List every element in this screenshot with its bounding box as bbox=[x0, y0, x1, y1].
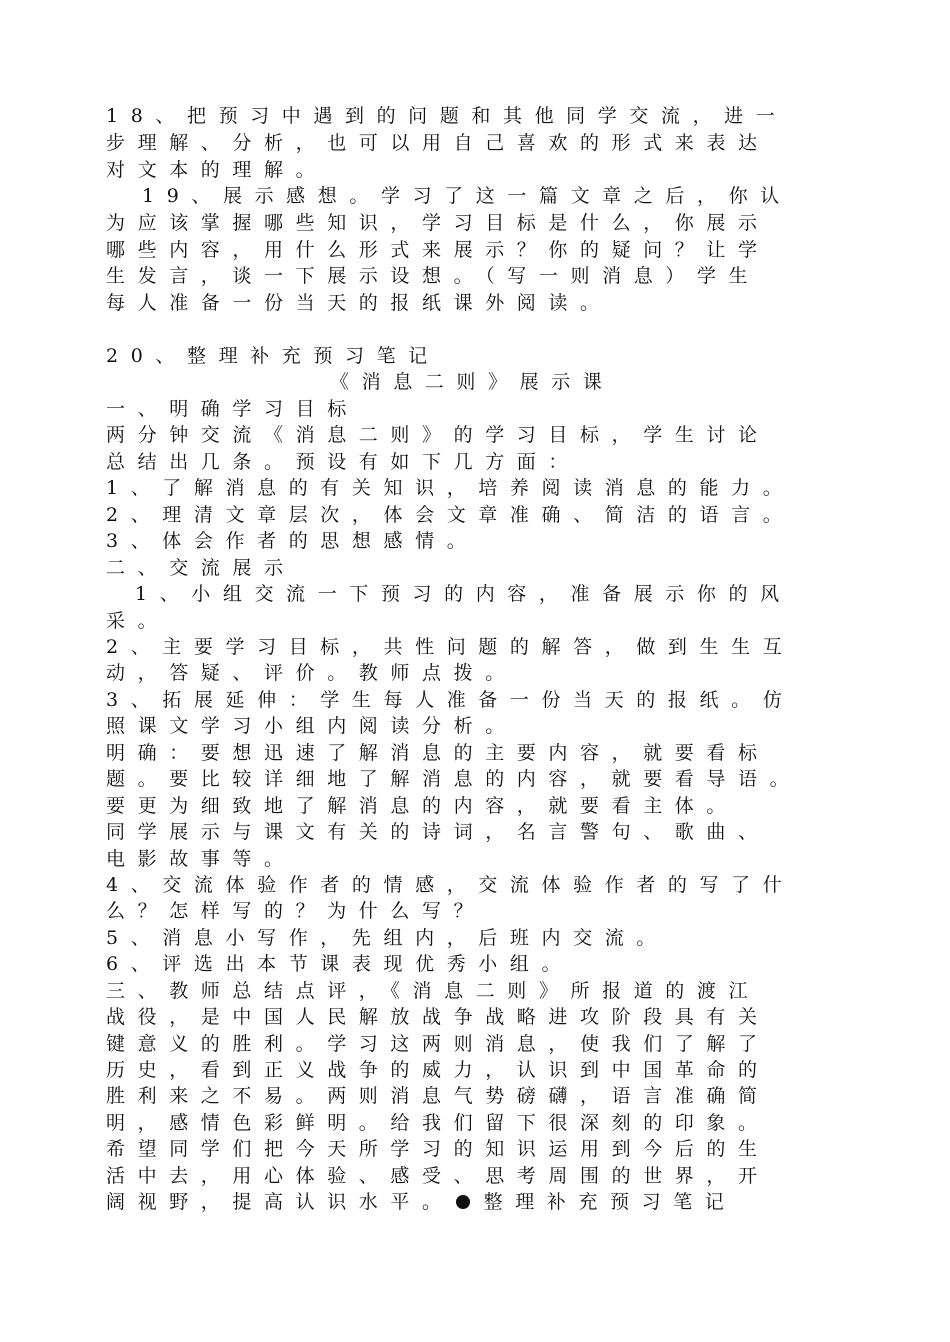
text-line: 阔视野，提高认识水平。 bbox=[106, 1191, 454, 1213]
text-line: 胜利来之不易。两则消息气势磅礴，语言准确简 bbox=[106, 1085, 770, 1107]
section-heading: 二、交流展示 bbox=[106, 557, 296, 579]
text-line: 5、消息小写作，先组内，后班内交流。 bbox=[106, 927, 668, 949]
text-line: 4、交流体验作者的情感，交流体验作者的写了什 bbox=[106, 874, 795, 896]
text-line: 步理解、分析，也可以用自己喜欢的形式来表达 bbox=[106, 132, 770, 154]
text-line: 对文本的理解。 bbox=[106, 159, 328, 181]
text-line: 明，感情色彩鲜明。给我们留下很深刻的印象。 bbox=[106, 1112, 770, 1134]
text-line: 18、把预习中遇到的问题和其他同学交流，进一 bbox=[106, 105, 788, 127]
text-line: 2、理清文章层次，体会文章准确、简洁的语言。 bbox=[106, 504, 795, 526]
text-line: 活中去，用心体验、感受、思考周围的世界，开 bbox=[106, 1165, 770, 1187]
text-line: 题。要比较详细地了解消息的内容，就要看导语。 bbox=[106, 768, 802, 790]
text-line: 生发言，谈一下展示设想。（写一则消息）学生 bbox=[106, 265, 761, 287]
text-line: 么？怎样写的？为什么写？ bbox=[106, 900, 486, 922]
text-line: 战役，是中国人民解放战争战略进攻阶段具有关 bbox=[106, 1006, 770, 1028]
text-line: 同学展示与课文有关的诗词，名言警句、歌曲、 bbox=[106, 821, 770, 843]
section-title: 《消息二则》展示课 bbox=[330, 371, 615, 393]
bullet-icon bbox=[456, 1195, 470, 1209]
text-line: 20、整理补充预习笔记 bbox=[106, 345, 440, 367]
text-line: 总结出几条。预设有如下几方面： bbox=[106, 451, 581, 473]
section-heading: 三、教师总结点评，《消息二则》所报道的渡江 bbox=[106, 980, 761, 1002]
text-line: 电影故事等。 bbox=[106, 848, 296, 870]
text-line: 要更为细致地了解消息的内容，就要看主体。 bbox=[106, 795, 739, 817]
text-line: 动，答疑、评价。教师点拨。 bbox=[106, 662, 517, 684]
text-line: 哪些内容，用什么形式来展示？你的疑问？让学 bbox=[106, 239, 770, 261]
text-line: 6、评选出本节课表现优秀小组。 bbox=[106, 953, 574, 975]
text-line: 1、小组交流一下预习的内容，准备展示你的风 bbox=[135, 583, 792, 605]
text-line: 照课文学习小组内阅读分析。 bbox=[106, 715, 517, 737]
text-line: 2、主要学习目标，共性问题的解答，做到生生互 bbox=[106, 636, 795, 658]
text-line: 两分钟交流《消息二则》的学习目标，学生讨论 bbox=[106, 424, 770, 446]
text-line: 每人准备一份当天的报纸课外阅读。 bbox=[106, 292, 612, 314]
text-line: 3、体会作者的思想感情。 bbox=[106, 530, 479, 552]
text-line: 为应该掌握哪些知识，学习目标是什么，你展示 bbox=[106, 212, 770, 234]
section-heading: 一、明确学习目标 bbox=[106, 398, 359, 420]
text-line: 1、了解消息的有关知识，培养阅读消息的能力。 bbox=[106, 477, 795, 499]
text-line: 3、拓展延伸：学生每人准备一份当天的报纸。仿 bbox=[106, 689, 795, 711]
text-line-last bbox=[106, 1189, 736, 1215]
text-line: 19、展示感想。学习了这一篇文章之后，你认 bbox=[142, 185, 792, 207]
text-line: 历史，看到正义战争的威力，认识到中国革命的 bbox=[106, 1059, 770, 1081]
text-line: 明确：要想迅速了解消息的主要内容，就要看标 bbox=[106, 742, 770, 764]
text-line: 希望同学们把今天所学习的知识运用到今后的生 bbox=[106, 1138, 770, 1160]
text-line: 整理补充预习笔记 bbox=[483, 1191, 737, 1213]
text-line: 键意义的胜利。学习这两则消息，使我们了解了 bbox=[106, 1033, 770, 1055]
text-line: 采。 bbox=[106, 610, 170, 632]
